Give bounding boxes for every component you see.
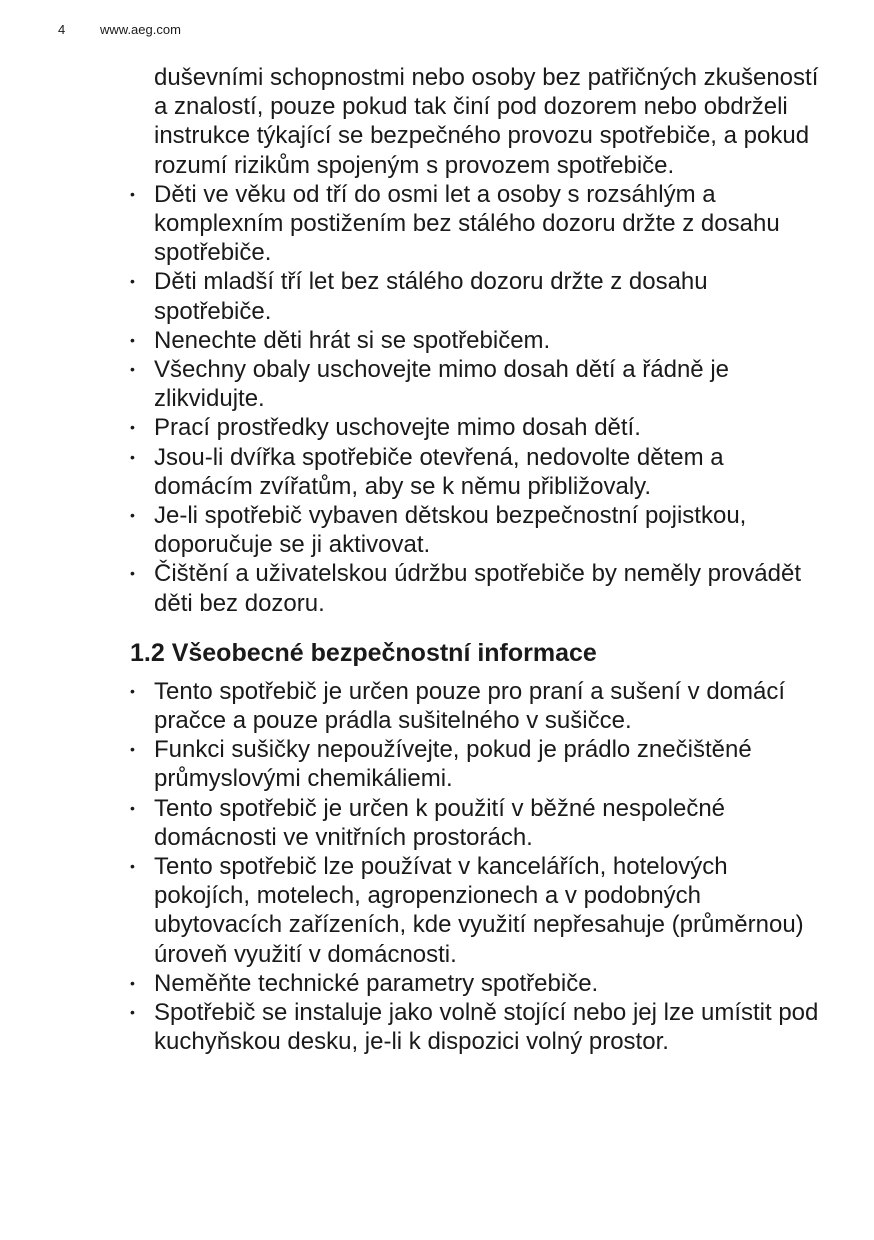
bullet-icon: • xyxy=(130,974,135,991)
bullet-icon: • xyxy=(130,741,135,758)
bullet-icon: • xyxy=(130,682,135,699)
bullet-icon: • xyxy=(130,419,135,436)
list-item xyxy=(130,998,820,1056)
page-content xyxy=(130,63,820,1057)
list-item-text: Spotřebič se instaluje jako volně stojící nebo jej lze umístit pod kuchyňskou desku, je-li k dispozici volný prostor. xyxy=(154,999,819,1056)
list-item xyxy=(130,267,820,325)
list-item-text: Prací prostředky uschovejte mimo dosah dětí. xyxy=(154,414,641,442)
section-heading: 1.2 Všeobecné bezpečnostní informace xyxy=(130,638,597,667)
bullet-icon: • xyxy=(130,361,135,378)
bullet-icon: • xyxy=(130,331,135,348)
page-header xyxy=(58,22,181,38)
list-item xyxy=(130,735,820,793)
continuation-paragraph: duševními schopnostmi nebo osoby bez patřičných zkušeností a znalostí, pouze pokud tak činí pod dozorem nebo obdrželi instrukce týkající se bezpečného provozu spotřebiče, a pokud rozumí rizikům spojeným s provozem spotřebiče. xyxy=(154,64,819,179)
list-item xyxy=(130,559,820,617)
bullet-icon: • xyxy=(130,448,135,465)
list-item-text: Je-li spotřebič vybaven dětskou bezpečnostní pojistkou, doporučuje se ji aktivovat. xyxy=(154,502,747,559)
list-item xyxy=(130,677,820,735)
list-item-text: Všechny obaly uschovejte mimo dosah dětí a řádně je zlikvidujte. xyxy=(154,356,730,413)
bullet-icon: • xyxy=(130,507,135,524)
list-item-text: Děti ve věku od tří do osmi let a osoby s rozsáhlým a komplexním postižením bez stálého dozoru držte z dosahu spotřebiče. xyxy=(154,180,780,267)
list-item-text: Nenechte děti hrát si se spotřebičem. xyxy=(154,326,551,354)
list-item xyxy=(130,443,820,501)
children-safety-list xyxy=(130,180,820,618)
list-item xyxy=(130,969,820,998)
bullet-icon: • xyxy=(130,565,135,582)
list-item-text: Čištění a uživatelskou údržbu spotřebiče by neměly provádět děti bez dozoru. xyxy=(154,560,802,617)
bullet-icon: • xyxy=(130,1004,135,1021)
bullet-icon: • xyxy=(130,273,135,290)
bullet-icon: • xyxy=(130,799,135,816)
list-item xyxy=(130,794,820,852)
list-item-text: Neměňte technické parametry spotřebiče. xyxy=(154,969,599,997)
list-item xyxy=(130,501,820,559)
list-item-text: Funkci sušičky nepoužívejte, pokud je prádlo znečištěné průmyslovými chemikáliemi. xyxy=(154,736,752,793)
general-safety-list xyxy=(130,677,820,1057)
list-item-text: Jsou-li dvířka spotřebiče otevřená, nedovolte dětem a domácím zvířatům, aby se k němu přibližovaly. xyxy=(154,443,724,500)
list-item-text: Děti mladší tří let bez stálého dozoru držte z dosahu spotřebiče. xyxy=(154,268,708,325)
list-item-text: Tento spotřebič lze používat v kancelářích, hotelových pokojích, motelech, agropenzionech a v podobných ubytovacích zařízeních, kde využití nepřesahuje (průměrnou) úroveň využití v domácnosti. xyxy=(154,853,804,968)
list-item xyxy=(130,326,820,355)
website-url: www.aeg.com xyxy=(100,22,181,37)
list-item-text: Tento spotřebič je určen pouze pro praní a sušení v domácí pračce a pouze prádla sušitelného v sušičce. xyxy=(154,677,786,735)
bullet-icon: • xyxy=(130,185,135,202)
bullet-icon: • xyxy=(130,858,135,875)
list-item xyxy=(130,180,820,268)
page-number: 4 xyxy=(58,22,66,37)
list-item-text: Tento spotřebič je určen k použití v běžné nespolečné domácnosti ve vnitřních prostorách. xyxy=(154,794,726,851)
list-item xyxy=(130,852,820,969)
list-item xyxy=(130,355,820,413)
list-item xyxy=(130,413,820,442)
